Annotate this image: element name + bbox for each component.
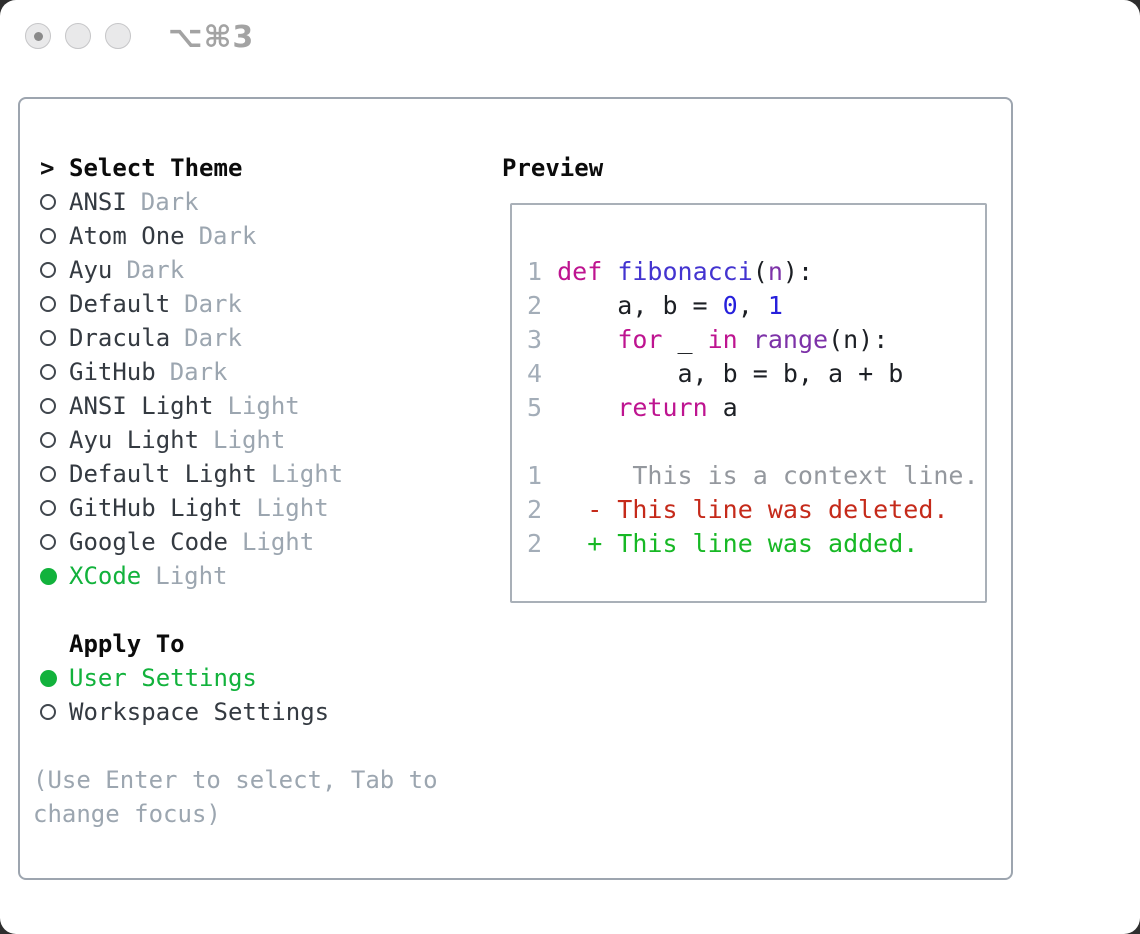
radio-icon	[40, 194, 69, 210]
radio-icon	[40, 534, 69, 550]
theme-option-ayu-light[interactable]	[20, 423, 490, 457]
select-theme-header	[20, 151, 490, 185]
code-token-context: This is a context line.	[557, 461, 979, 490]
theme-option-github[interactable]	[20, 355, 490, 389]
line-number: 1	[527, 257, 543, 286]
theme-mode-badge: Light	[270, 460, 344, 488]
theme-mode-badge: Dark	[169, 358, 228, 386]
apply-option-label: User Settings	[69, 664, 257, 692]
line-number: 4	[527, 359, 543, 388]
radio-selected-icon	[40, 670, 69, 687]
theme-option-label: GitHub	[69, 358, 156, 386]
apply-to-list	[20, 661, 490, 729]
theme-mode-badge: Light	[155, 562, 228, 590]
apply-option-label: Workspace Settings	[69, 698, 330, 726]
code-token-plain	[738, 325, 753, 354]
code-token-plain: ):	[782, 257, 814, 286]
code-line	[527, 255, 985, 289]
theme-option-label: ANSI Light	[69, 392, 214, 420]
code-token-number: 1	[767, 291, 783, 320]
theme-mode-badge: Dark	[198, 222, 257, 250]
code-token-plain: a	[707, 393, 738, 422]
theme-mode-badge: Dark	[184, 290, 242, 318]
radio-icon	[40, 398, 69, 414]
code-token-plain	[602, 257, 617, 286]
code-token-plain: (n):	[828, 325, 889, 354]
radio-icon	[40, 262, 69, 278]
select-theme-title: Select Theme	[69, 154, 243, 182]
window-titlebar	[0, 0, 1140, 72]
apply-option-workspace-settings[interactable]	[20, 695, 490, 729]
code-line	[527, 289, 985, 323]
code-token-param: n	[767, 257, 783, 286]
code-line	[527, 527, 985, 561]
theme-option-dracula[interactable]	[20, 321, 490, 355]
prompt-icon: >	[40, 154, 55, 182]
code-token-keyword: def	[557, 257, 603, 286]
theme-selector-panel	[18, 97, 1013, 880]
theme-mode-badge: Light	[256, 494, 329, 522]
theme-option-label: Dracula	[69, 324, 171, 352]
radio-icon	[40, 466, 69, 482]
code-token-deleted: - This line was deleted.	[557, 495, 949, 524]
theme-option-ansi[interactable]	[20, 185, 490, 219]
radio-icon	[40, 432, 69, 448]
radio-icon	[40, 364, 69, 380]
radio-icon	[40, 500, 69, 516]
theme-option-default-light[interactable]	[20, 457, 490, 491]
theme-option-xcode[interactable]	[20, 559, 490, 593]
theme-option-label: GitHub Light	[69, 494, 243, 522]
theme-option-label: Default Light	[69, 460, 257, 488]
theme-option-label: Atom One	[69, 222, 185, 250]
theme-mode-badge: Light	[213, 426, 286, 454]
code-preview	[527, 255, 985, 561]
section-gap	[20, 729, 490, 763]
apply-to-header	[20, 627, 490, 661]
hint-text	[20, 763, 490, 831]
code-token-function: fibonacci	[617, 257, 753, 286]
code-token-added: + This line was added.	[557, 529, 919, 558]
traffic-lights	[25, 23, 131, 49]
theme-mode-badge: Light	[227, 392, 300, 420]
radio-selected-icon	[40, 568, 69, 585]
code-token-plain: ,	[737, 291, 768, 320]
code-line	[527, 425, 985, 459]
zoom-button[interactable]	[105, 23, 131, 49]
theme-option-label: XCode	[69, 562, 142, 590]
code-token-keyword: in	[707, 325, 738, 354]
code-line	[527, 459, 985, 493]
line-number: 2	[527, 291, 543, 320]
apply-option-user-settings[interactable]	[20, 661, 490, 695]
hint-line: (Use Enter to select, Tab to	[33, 766, 438, 794]
section-gap	[20, 593, 490, 627]
theme-option-ayu[interactable]	[20, 253, 490, 287]
code-token-keyword: return	[617, 393, 708, 422]
keyboard-shortcut-label: ⌥⌘3	[168, 20, 255, 55]
code-line	[527, 493, 985, 527]
theme-option-atom-one[interactable]	[20, 219, 490, 253]
close-button-dot	[34, 32, 43, 41]
close-button[interactable]	[25, 23, 51, 49]
theme-option-label: Default	[69, 290, 171, 318]
theme-option-default[interactable]	[20, 287, 490, 321]
theme-list	[20, 185, 490, 593]
line-number: 2	[527, 495, 543, 524]
theme-option-label: ANSI	[69, 188, 127, 216]
code-line	[527, 391, 985, 425]
minimize-button[interactable]	[65, 23, 91, 49]
code-token-keyword: for	[617, 325, 663, 354]
theme-mode-badge: Dark	[140, 188, 199, 216]
preview-box	[510, 203, 987, 603]
code-line	[527, 357, 985, 391]
code-token-plain: a, b = b, a + b	[557, 359, 904, 388]
theme-option-google-code[interactable]	[20, 525, 490, 559]
code-token-number: 0	[722, 291, 738, 320]
theme-option-label: Ayu	[69, 256, 113, 284]
code-token-plain: a, b =	[557, 291, 723, 320]
apply-to-title: Apply To	[69, 630, 185, 658]
radio-icon	[40, 228, 69, 244]
theme-mode-badge: Dark	[184, 324, 242, 352]
radio-icon	[40, 330, 69, 346]
theme-mode-badge: Light	[241, 528, 315, 556]
preview-title: Preview	[502, 154, 604, 182]
radio-icon	[40, 704, 69, 720]
line-number: 2	[527, 529, 543, 558]
theme-option-label: Google Code	[69, 528, 228, 556]
code-line	[527, 323, 985, 357]
theme-mode-badge: Dark	[126, 256, 185, 284]
theme-column	[20, 151, 490, 831]
code-token-plain: (	[752, 257, 768, 286]
line-number: 1	[527, 461, 543, 490]
line-number: 3	[527, 325, 543, 354]
line-number: 5	[527, 393, 543, 422]
theme-option-label: Ayu Light	[69, 426, 200, 454]
code-token-plain	[557, 325, 617, 354]
theme-option-ansi-light[interactable]	[20, 389, 490, 423]
hint-line: change focus)	[33, 800, 221, 828]
code-token-plain: _	[662, 325, 708, 354]
radio-icon	[40, 296, 69, 312]
theme-option-github-light[interactable]	[20, 491, 490, 525]
code-token-plain	[557, 393, 617, 422]
code-token-builtin: range	[752, 325, 829, 354]
